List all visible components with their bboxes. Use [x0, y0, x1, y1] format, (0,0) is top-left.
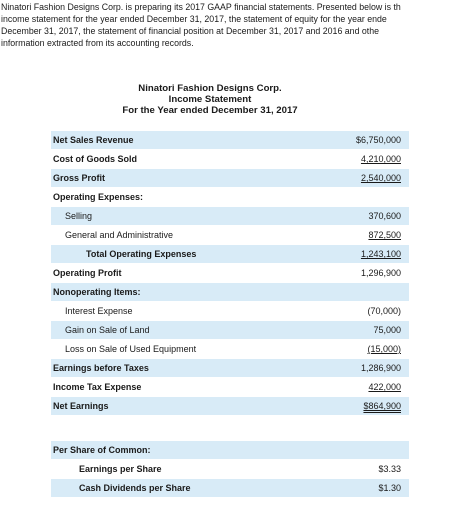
table-row [51, 263, 409, 282]
table-row [51, 301, 409, 320]
intro-line: December 31, 2017, the statement of financial position at December 31, 2017 and 2016 and othe [1, 26, 380, 36]
table-row [51, 168, 409, 187]
intro-line: income statement for the year ended December 31, 2017, the statement of equity for the year ende [1, 14, 387, 24]
row-value: (15,000) [367, 344, 401, 354]
row-label: Cost of Goods Sold [53, 154, 137, 164]
statement-title: Income Statement [168, 94, 252, 105]
row-label: Earnings per Share [79, 464, 162, 474]
table-row [51, 358, 409, 377]
row-label: Interest Expense [65, 306, 133, 316]
table-row [51, 440, 409, 459]
table-row [51, 478, 409, 497]
row-label: Nonoperating Items: [53, 287, 141, 297]
row-value: 75,000 [373, 325, 401, 335]
company-name: Ninatori Fashion Designs Corp. [138, 83, 282, 94]
row-label: Total Operating Expenses [86, 249, 197, 259]
row-value: $864,900 [363, 401, 401, 411]
row-label: General and Administrative [65, 230, 174, 240]
table-row [51, 149, 409, 168]
per-share-table [51, 440, 409, 497]
income-statement-table [51, 130, 409, 415]
row-label: Earnings before Taxes [53, 363, 149, 373]
row-label: Operating Expenses: [53, 192, 144, 202]
table-row [51, 459, 409, 478]
row-value: 4,210,000 [360, 154, 401, 164]
row-value: 370,600 [368, 211, 401, 221]
row-label: Gain on Sale of Land [65, 325, 150, 335]
intro-line: Ninatori Fashion Designs Corp. is preparing its 2017 GAAP financial statements. Presented below is th [1, 2, 401, 12]
row-label: Income Tax Expense [53, 382, 142, 392]
table-row [51, 244, 409, 263]
row-value: 1,243,100 [360, 249, 401, 259]
table-row [51, 377, 409, 396]
row-value: 1,286,900 [360, 363, 401, 373]
intro-line: information extracted from its accounting records. [1, 38, 194, 48]
row-value: $3.33 [378, 464, 401, 474]
intro-paragraph [1, 1, 448, 57]
row-label: Net Sales Revenue [53, 135, 134, 145]
row-label: Cash Dividends per Share [79, 483, 191, 493]
row-label: Net Earnings [53, 401, 109, 411]
row-value: 872,500 [368, 230, 401, 240]
row-value: 2,540,000 [360, 173, 401, 183]
row-label: Loss on Sale of Used Equipment [65, 344, 197, 354]
row-label: Gross Profit [53, 173, 106, 183]
row-value: 422,000 [368, 382, 401, 392]
table-row [51, 206, 409, 225]
row-label: Selling [65, 211, 93, 221]
per-share-title: Per Share of Common: [53, 445, 151, 455]
table-row [51, 130, 409, 149]
row-value: $1.30 [378, 483, 401, 493]
table-row [51, 282, 409, 301]
row-value: $6,750,000 [355, 135, 401, 145]
table-row [51, 339, 409, 358]
row-label: Operating Profit [53, 268, 122, 278]
table-row [51, 225, 409, 244]
statement-period: For the Year ended December 31, 2017 [122, 105, 298, 116]
row-value: (70,000) [367, 306, 401, 316]
table-row [51, 320, 409, 339]
row-value: 1,296,900 [360, 268, 401, 278]
table-row [51, 187, 409, 206]
table-row [51, 396, 409, 415]
